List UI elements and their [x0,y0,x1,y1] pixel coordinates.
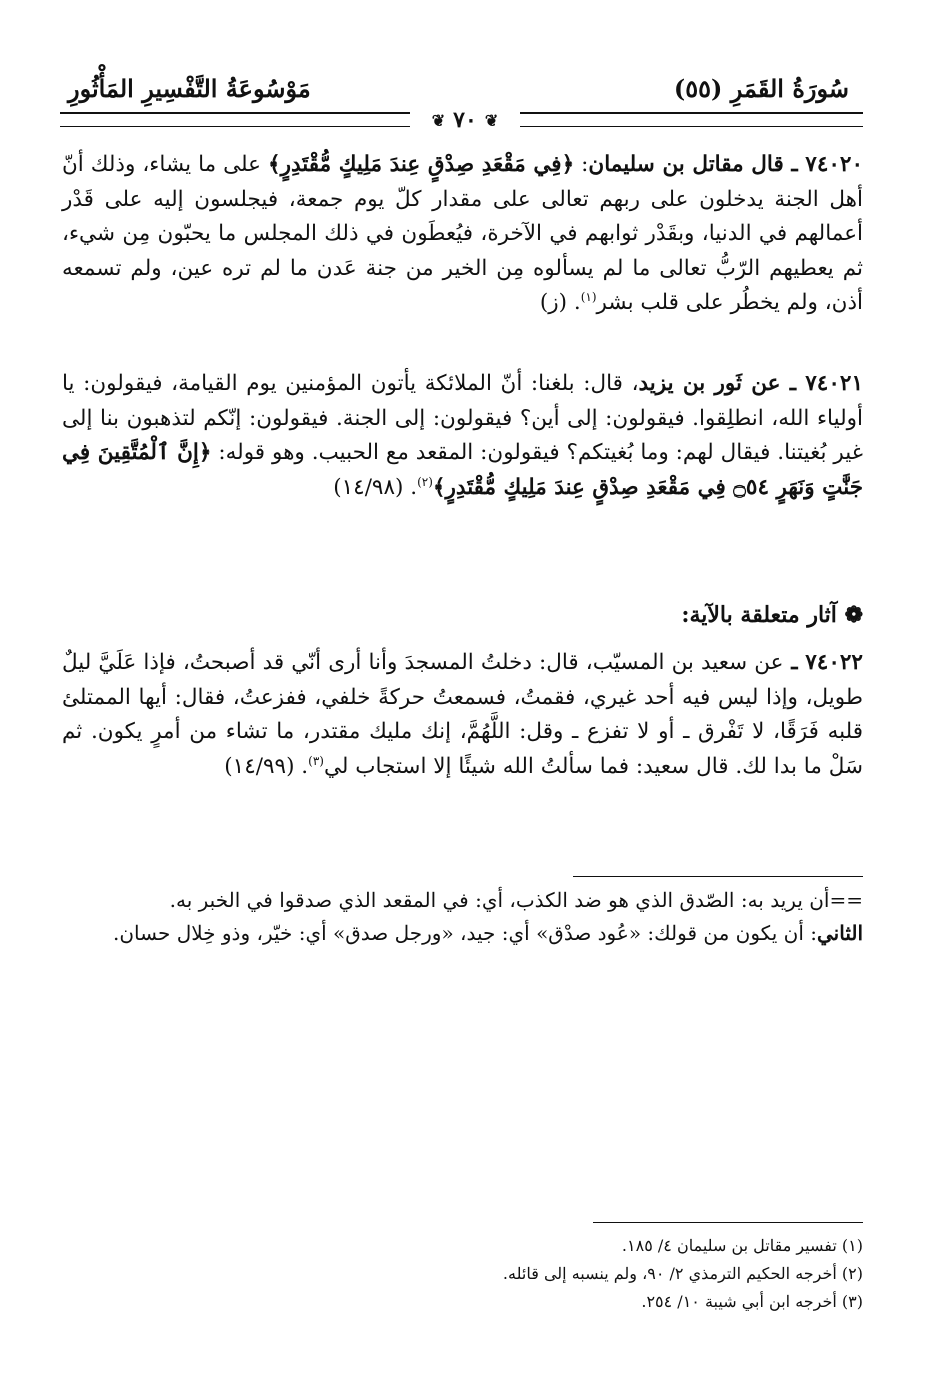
quran-verse: ﴿إِنَّ ٱلْمُتَّقِينَ فِي جَنَّٰتٍ وَنَهَرٍ ۝٥٤ فِي مَقْعَدِ صِدْقٍ عِندَ مَلِيكٍ مُّقْتَدِرٍ﴾ [62,440,863,500]
footnote-separator [573,876,863,877]
footnote-ref: (١) [580,289,597,304]
continuation-line: ==أن يريد به: الصّدق الذي هو ضد الكذب، أي: في المقعد الذي صدقوا في الخبر به. [169,888,863,912]
footnotes-separator [593,1222,863,1223]
colon: : [574,152,589,177]
section-heading-text: آثار متعلقة بالآية: [681,602,837,628]
footnote-3: (٣) أخرجه ابن أبي شيبة ١٠/ ٢٥٤. [641,1292,863,1311]
entry-tail: . (ز) [539,290,581,315]
entry-tail: . (١٤/٩٩) [224,753,309,779]
running-header-surah: سُورَةُ القَمَرِ (٥٥) [673,74,849,103]
narrator-name: مقاتل بن سليمان [588,152,744,177]
entry-tail: . (١٤/٩٨) [333,474,418,500]
narrator-name: ثَور بن يزيد [638,371,742,396]
quran-verse: ﴿فِي مَقْعَدِ صِدْقٍ عِندَ مَلِيكٍ مُّقْتَدِرٍ﴾ [267,152,575,177]
ornament-icon: ❦ [484,110,499,130]
entry-text: على ما يشاء، وذلك أنّ أهل الجنة يدخلون على ربهم تعالى على مقدار كلّ يوم جمعة، فيجلسون إليه على قَدْر أعمالهم في الدنيا، وبقَدْر ثوابهم في الآخرة، فيُعطَون في ذلك المجلس ما يحبّون مِن شيء، ثم يعطيهم الرّبُّ تعالى ما لم يسألوه مِن الخير من جنة عَدن ما لم تره عين، ولم تسمعه أذن، ولم يخطُر على قلب بشر [62,152,863,315]
footnote-ref: (٢) [417,474,433,489]
entry-74020 [62,148,863,321]
footnote-ref: (٣) [308,753,324,768]
running-header-book-title: مَوْسُوعَةُ التَّفْسِيرِ المَأْثُورِ [68,74,311,103]
entry-74021 [62,367,863,505]
entry-number: ٧٤٠٢٠ ـ قال [743,152,864,177]
entry-74022 [62,646,863,784]
section-heading [681,602,863,628]
continuation-line: : أن يكون من قولك: «عُود صدْق» أي: جيد، «ورجل صدق» أي: خيّر، وذو خِلال حسان. [113,921,817,945]
ornament-icon: ❦ [431,110,446,130]
entry-number: ٧٤٠٢١ ـ عن [741,371,863,396]
entry-text: ، قال: بلغنا: أنّ الملائكة يأتون المؤمنين يوم القيامة، فيقولون: يا أولياء الله، انطلِقوا. فيقولون: إلى أين؟ فيقولون: إلى الجنة. فيقولون: إنّكم لتذهبون بنا إلى غير بُغيتنا. فيقال لهم: وما بُغيتكم؟ فيقولون: المقعد مع الحبيب. وهو قوله: [62,371,863,465]
page-number: ٧٠ [453,107,477,133]
entry-text: عن سعيد بن المسيّب، قال: دخلتُ المسجدَ وأنا أرى أنّي قد أصبحتُ، فإذا عَلَيَّ ليلٌ طويل، وإذا ليس فيه أحد غيري، فقمتُ، فسمعتُ حركةً خلفي، ففزعتُ، فقال: أيها الممتلئ قلبه فَرَقًا، لا تَفْرق ـ أو لا تفزع ـ وقل: اللَّهُمَّ، إنك مليك مقتدر، ما تشاء من أمرٍ يكون. ثم سَلْ ما بدا لك. قال سعيد: فما سألتُ الله شيئًا إلا استجاب لي [62,650,863,779]
footnote-2: (٢) أخرجه الحكيم الترمذي ٢/ ٩٠، ولم ينسبه إلى قائله. [502,1264,863,1283]
entry-number: ٧٤٠٢٢ ـ [783,650,863,675]
footnotes [62,1232,863,1316]
footnote-continuation [62,884,863,950]
flower-icon: ❁ [844,602,863,628]
footnote-1: (١) تفسير مقاتل بن سليمان ٤/ ١٨٥. [621,1236,863,1255]
page-number-box [410,106,520,134]
continuation-label: الثاني [816,921,863,945]
